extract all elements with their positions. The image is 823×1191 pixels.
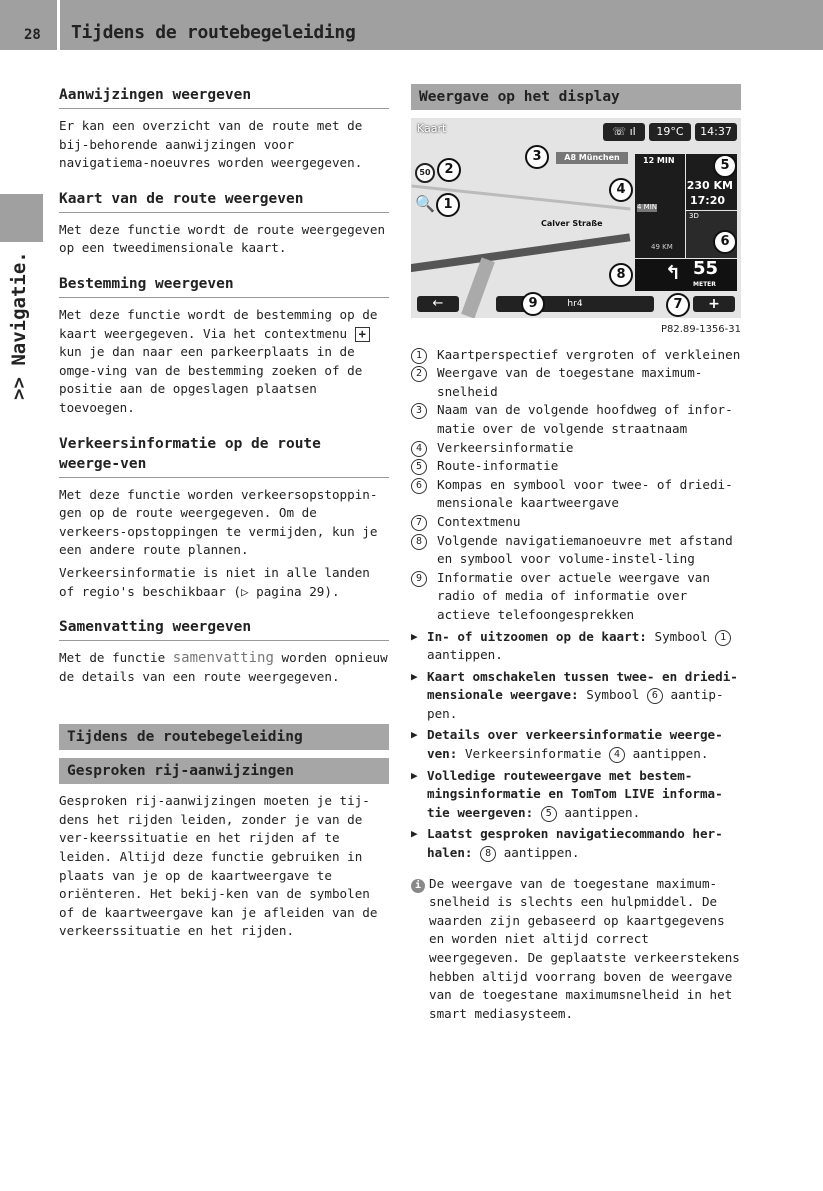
legend-item [411,532,741,569]
legend-item [411,513,741,532]
callout-number: 9 [411,571,427,587]
callout-8: 8 [609,263,633,287]
arrow-icon: ▶ [411,728,418,742]
callout-2: 2 [437,158,461,182]
maneuver-unit: METER [693,281,716,288]
section-title: Bestemming weergeven [59,274,389,298]
step-item [411,628,741,665]
page-number: 28 [24,27,41,43]
callout-number: 8 [480,846,496,862]
callout-number: 6 [647,688,663,704]
callout-number: 3 [411,403,427,419]
road-name: A8 München [556,152,628,164]
side-tab-label: >> Navigatie. [8,251,30,400]
step-item [411,767,741,823]
section-text [59,649,389,686]
temperature: 19°C [649,123,691,141]
navigation-screen [411,118,741,318]
legend-item [411,364,741,401]
step-label: Details over verkeersinformatie weerge-ven: [427,727,723,762]
callout-number: 1 [715,630,731,646]
callout-number: 4 [411,441,427,457]
step-label: Laatst gesproken navigatiecommando her-halen: [427,826,723,861]
arrow-icon: ▶ [411,827,418,841]
step-item [411,668,741,724]
turn-left-icon: ↰ [665,262,681,284]
page-title: Tijdens de routebegeleiding [71,22,356,43]
traffic-time: 12 MIN [643,156,675,165]
softkey-label: samenvatting [172,650,274,667]
callout-6: 6 [713,230,737,254]
step-action: aantippen. [503,845,580,861]
step-action: aantippen. [632,746,709,762]
callout-number: 8 [411,534,427,550]
info-note [411,875,741,1024]
legend-item [411,569,741,625]
step-label: In- of uitzoomen op de kaart: [427,628,647,644]
left-column [59,85,389,941]
section-text: Met deze functie worden verkeersopstoppin-gen op de route weergegeven. Om de verkeers-opstoppingen te vermijden, kun je een andere route plannen. [59,486,378,558]
view-mode: 3D [689,212,699,220]
callout-number: 1 [411,348,427,364]
arrival-time: 17:20 [690,194,726,207]
legend-text: Naam van de volgende hoofdweg of infor-matie over de volgende straatnaam [437,402,733,436]
text: kun je dan naar een parkeerplaats in de omge-ving van de bestemming zoeken of de positie aan de opgeslagen plaatsen toevoegen. [59,344,363,415]
text: worden opnieuw de details van een route weergegeven. [59,650,388,684]
section-title: Aanwijzingen weergeven [59,85,389,109]
legend-text: Informatie over actuele weergave van radio of media of informatie over actieve telefoongesprekken [437,569,710,622]
step-text: Verkeersinformatie [464,746,602,762]
side-tab [0,194,43,242]
maneuver-panel[interactable] [635,259,737,291]
callout-3: 3 [525,145,549,169]
section-text: Met deze functie wordt de route weergegeven op een tweedimensionale kaart. [59,221,386,256]
text: Met de functie [59,650,166,666]
step-text: Symbool [586,687,640,703]
arrow-icon: ▶ [411,629,418,643]
header-bar [60,0,823,50]
page-number-box [0,0,57,50]
callout-7: 7 [666,293,690,317]
traffic-panel[interactable] [635,154,685,258]
legend-text: Route-informatie [437,458,559,474]
legend-text: Verkeersinformatie [437,439,574,455]
callout-number: 5 [411,459,427,475]
section-text: Verkeersinformatie is niet in alle landen of regio's beschikbaar (▷ pagina 29). [59,564,370,599]
callout-9: 9 [521,292,545,316]
street-name: Calver Straße [541,219,603,228]
step-item [411,726,741,763]
section-text: Gesproken rij-aanwijzingen moeten je tij-dens het rijden leiden, zonder je van de ver-keerssituatie en het rijden af te leiden. Altijd deze functie gebruiken in plaats van je op de kaartweergave te oriënteren. Het bekij-ken van de symbolen of de kaartweergave kan je afleiden van de verkeerssituatie en het rijden. [59,793,378,939]
section-title: Samenvatting weergeven [59,617,389,641]
section-text [59,306,389,418]
clock: 14:37 [695,123,737,141]
screen-title: Kaart [417,122,447,135]
section-bar: Gesproken rij-aanwijzingen [59,758,389,784]
figure-code: P82.89-1356-31 [660,324,741,335]
phone-status[interactable]: ☏ ıl [603,123,645,141]
step-label: Volledige routeweergave met bestem-mingsinformatie en TomTom LIVE informa-tie weergeven: [427,767,723,820]
legend-item [411,457,741,476]
speed-limit: 50 [415,163,435,183]
road [461,257,495,318]
legend-text: Kompas en symbool voor twee- of driedi-mensionale kaartweergave [437,476,733,511]
info-text: De weergave van de toegestane maximum-snelheid is slechts een hulpmiddel. De waarden zijn gebaseerd op kaartgegevens en worden niet altijd correct weergegeven. De geplaatste verkeerstekens hebben altijd voorrang boven de weergave van de toegestane maximumsnelheid in het smart mediasysteem. [429,875,740,1021]
legend-item [411,439,741,458]
step-list [411,628,741,863]
callout-number: 5 [541,806,557,822]
section-text: Er kan een overzicht van de route met de bij-behorende aanwijzingen voor navigatiema-noeuvres worden weergegeven. [59,118,363,171]
legend-text: Contextmenu [437,513,521,529]
legend-item [411,401,741,438]
step-action: aantippen. [427,647,503,663]
zoom-icon[interactable]: 🔍 [415,194,435,213]
callout-number: 4 [609,747,625,763]
legend-text: Volgende navigatiemanoeuvre met afstand en symbool voor volume-instel-ling [437,532,733,567]
traffic-distance: 49 KM [651,243,673,251]
arrow-icon: ▶ [411,768,418,782]
callout-1: 1 [436,193,460,217]
callout-4: 4 [609,178,633,202]
section-bar: Weergave op het display [411,84,741,110]
context-menu-button[interactable]: + [693,296,735,312]
step-action: aantippen. [564,804,641,820]
text: Met deze functie wordt de bestemming op de kaart weergegeven. Via het contextmenu [59,306,378,341]
info-icon: i [411,879,425,893]
traffic-delay: 4 MIN [637,203,658,211]
context-menu-key: + [355,327,370,342]
callout-number: 2 [411,366,427,382]
maneuver-distance: 55 [693,258,719,279]
back-button[interactable]: ← [417,296,459,312]
right-column [411,84,741,1023]
media-info-button[interactable]: hr4 [496,296,654,312]
step-action: aantip-pen. [427,687,724,721]
section-title: Kaart van de route weergeven [59,189,389,213]
section-bar: Tijdens de routebegeleiding [59,724,389,750]
legend-text: Weergave van de toegestane maximum-snelheid [437,365,703,399]
step-text: Symbool [654,628,708,644]
legend-list [411,346,741,625]
section-title: Verkeersinformatie op de route weerge-ven [59,434,389,478]
callout-5: 5 [713,154,737,178]
callout-number: 7 [411,515,427,531]
remaining-distance: 230 KM [686,179,733,192]
route-line [411,233,630,274]
step-item [411,825,741,862]
legend-item [411,476,741,513]
legend-text: Kaartperspectief vergroten of verkleinen [437,346,741,362]
arrow-icon: ▶ [411,669,418,683]
callout-number: 6 [411,478,427,494]
legend-item [411,346,741,365]
step-label: Kaart omschakelen tussen twee- en driedi-mensionale weergave: [427,668,738,703]
